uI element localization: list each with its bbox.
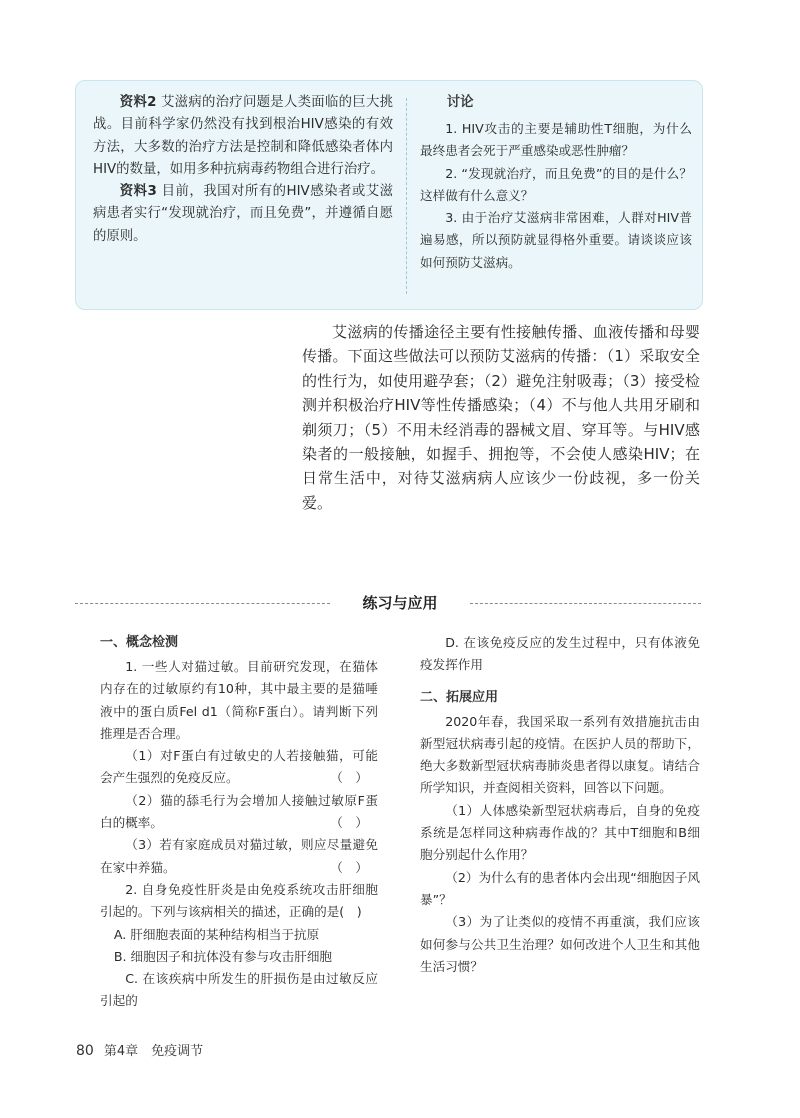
chapter-label: 第4章 免疫调节	[103, 1044, 204, 1059]
question-2-option: B. 细胞因子和抗体没有参与攻击肝细胞	[113, 948, 333, 964]
section-rule-left	[75, 603, 330, 604]
box-divider	[406, 98, 407, 294]
part2-title: 二、拓展应用	[420, 689, 499, 705]
question-2-option: D. 在该免疫反应的发生过程中，只有体液免疫发挥作用	[420, 635, 700, 673]
section-title: 练习与应用	[362, 594, 438, 612]
page-footer	[76, 1041, 203, 1062]
answer-blank: （ ）	[330, 815, 368, 831]
material-2	[93, 92, 393, 181]
exercises-left-column	[100, 632, 378, 1013]
materials-column	[93, 92, 393, 248]
question-1-item	[100, 790, 378, 835]
main-paragraph: 艾滋病的传播途径主要有性接触传播、血液传播和母婴传播。下面这些做法可以预防艾滋病的传播：（1）采取安全的性行为，如使用避孕套；（2）避免注射吸毒；（3）接受检测并积极治疗HIV等性传播感染；（4）不与他人共用牙刷和剃须刀；（5）不用未经消毒的器械文眉、穿耳等。与HIV感染者的一般接触，如握手、拥抱等，不会使人感染HIV；在日常生活中，对待艾滋病病人应该少一份歧视，多一份关爱。	[302, 323, 700, 512]
answer-blank: （ ）	[330, 770, 368, 786]
question-2-option: C. 在该疾病中所发生的肝损伤是由过敏反应引起的	[100, 971, 378, 1009]
page-number: 80	[76, 1043, 94, 1059]
question-1-item	[100, 834, 378, 879]
discussion-column	[420, 92, 692, 274]
section-rule-right	[470, 603, 701, 604]
question-2-option: A. 肝细胞表面的某种结构相当于抗原	[113, 926, 320, 942]
material-3-text: 目前，我国对所有的HIV感染者或艾滋病患者实行“发现就治疗，而且免费”，并遵循自愿的原则。	[93, 184, 393, 244]
question-1-stem: 1. 一些人对猫过敏。目前研究发现，在猫体内存在的过敏原约有10种，其中最主要的是猫唾液中的蛋白质Fel d1（简称F蛋白）。请判断下列推理是否合理。	[100, 659, 378, 741]
discussion-item: 3. 由于治疗艾滋病非常困难，人群对HIV普遍易感，所以预防就显得格外重要。请谈谈应该如何预防艾滋病。	[420, 210, 692, 270]
part2-question: （1）人体感染新型冠状病毒后，自身的免疫系统是怎样同这种病毒作战的？其中T细胞和B细胞分别起什么作用？	[420, 802, 700, 863]
discussion-item: 1. HIV攻击的主要是辅助性T细胞，为什么最终患者会死于严重感染或恶性肿瘤？	[420, 121, 692, 159]
item-text: （3）若有家庭成员对猫过敏，则应尽量避免在家中养猫。	[100, 837, 378, 875]
answer-blank: （ ）	[330, 859, 368, 875]
material-2-label: 资料2	[119, 95, 157, 110]
material-2-text: 艾滋病的治疗问题是人类面临的巨大挑战。目前科学家仍然没有找到根治HIV感染的有效方法，大多数的治疗方法是控制和降低感染者体内HIV的数量，如用多种抗病毒药物组合进行治疗。	[93, 95, 393, 177]
part2-intro: 2020年春，我国采取一系列有效措施抗击由新型冠状病毒引起的疫情。在医护人员的帮助下，绝大多数新型冠状病毒肺炎患者得以康复。请结合所学知识，并查阅相关资料，回答以下问题。	[420, 713, 700, 796]
material-3-label: 资料3	[119, 184, 157, 200]
discussion-title: 讨论	[446, 95, 474, 110]
material-3	[93, 181, 393, 248]
part2-question: （2）为什么有的患者体内会出现“细胞因子风暴”？	[420, 869, 700, 907]
exercises-right-column	[420, 632, 700, 978]
part2-question: （3）为了让类似的疫情不再重演，我们应该如何参与公共卫生治理？如何改进个人卫生和其他生活习惯？	[420, 914, 700, 974]
item-text: （2）猫的舔毛行为会增加人接触过敏原F蛋白的概率。	[100, 792, 378, 831]
item-text: （1）对F蛋白有过敏史的人若接触猫，可能会产生强烈的免疫反应。	[100, 748, 378, 786]
question-2-stem: 2. 自身免疫性肝炎是由免疫系统攻击肝细胞引起的。下列与该病相关的描述，正确的是( )	[100, 881, 378, 920]
part1-title: 一、概念检测	[100, 635, 179, 650]
question-1-item	[100, 745, 378, 790]
discussion-item: 2. “发现就治疗，而且免费”的目的是什么？这样做有什么意义？	[420, 165, 692, 203]
